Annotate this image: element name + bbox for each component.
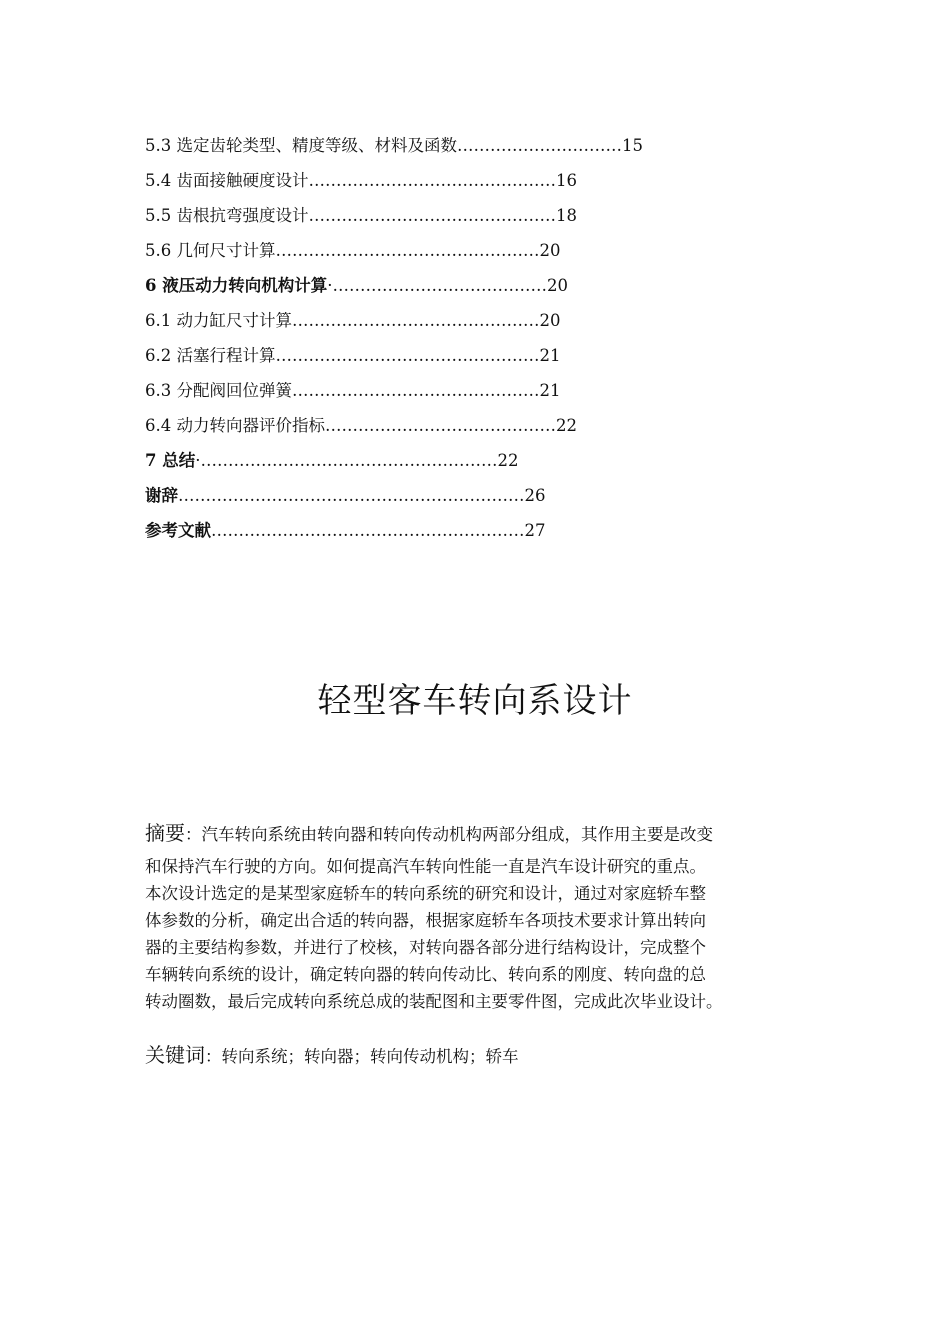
toc-entry-page: 27	[524, 521, 546, 540]
toc-entry	[145, 236, 845, 271]
toc-entry-page: 26	[524, 486, 546, 505]
toc-entry-label: 5.4 齿面接触硬度设计	[145, 171, 309, 190]
toc-entry-label: 参考文献	[145, 521, 211, 540]
toc-entry-label: 6.4 动力转向器评价指标	[145, 416, 325, 435]
abstract-line	[145, 817, 815, 851]
toc-entry-label: 6 液压动力转向机构计算	[145, 276, 328, 295]
toc-entry	[145, 306, 845, 341]
abstract-heading: 摘要	[145, 821, 185, 845]
toc-entry-leader: ………………………………………	[292, 311, 540, 330]
toc-entry-page: 15	[622, 136, 643, 155]
toc-entry-page: 20	[539, 311, 561, 330]
toc-entry	[145, 481, 845, 516]
table-of-contents	[145, 131, 845, 551]
toc-entry-label: 6.3 分配阀回位弹簧	[145, 381, 292, 400]
toc-entry-leader: ………………………………………	[308, 206, 556, 225]
toc-entry-leader: …………………………………………………	[211, 521, 525, 540]
toc-entry-page: 20	[546, 276, 568, 295]
toc-entry-leader: ·…………………………………	[327, 276, 547, 295]
abstract	[145, 817, 815, 1015]
toc-entry	[145, 376, 845, 411]
toc-entry-label: 5.3 选定齿轮类型、精度等级、材料及函数	[145, 136, 457, 155]
toc-entry-page: 20	[539, 241, 561, 260]
toc-entry-leader: ……………………………………	[325, 416, 556, 435]
toc-entry	[145, 271, 845, 306]
toc-entry-leader: ………………………………………	[308, 171, 556, 190]
toc-entry-label: 5.5 齿根抗弯强度设计	[145, 206, 309, 225]
abstract-line: 转动圈数，最后完成转向系统总成的装配图和主要零件图，完成此次毕业设计。	[145, 992, 723, 1011]
abstract-text: ：汽车转向系统由转向器和转向传动机构两部分组成，其作用主要是改变	[185, 825, 713, 844]
toc-entry-page: 18	[556, 206, 577, 225]
abstract-line: 器的主要结构参数，并进行了校核，对转向器各部分进行结构设计，完成整个	[145, 938, 706, 957]
toc-entry-leader: ………………………………………………………	[178, 486, 525, 505]
toc-entry-leader: …………………………………………	[275, 241, 540, 260]
toc-entry-leader: ·………………………………………………	[195, 451, 498, 470]
abstract-line: 车辆转向系统的设计，确定转向器的转向传动比、转向系的刚度、转向盘的总	[145, 965, 706, 984]
keywords-heading: 关键词	[145, 1043, 205, 1067]
toc-entry	[145, 166, 845, 201]
toc-entry-leader: …………………………	[457, 136, 622, 155]
toc-entry	[145, 516, 845, 551]
toc-entry-label: 5.6 几何尺寸计算	[145, 241, 276, 260]
toc-entry-label: 6.2 活塞行程计算	[145, 346, 276, 365]
toc-entry	[145, 411, 845, 446]
toc-entry	[145, 131, 845, 166]
toc-entry	[145, 201, 845, 236]
abstract-line: 本次设计选定的是某型家庭轿车的转向系统的研究和设计，通过对家庭轿车整	[145, 884, 706, 903]
toc-entry	[145, 341, 845, 376]
toc-entry-leader: ………………………………………	[292, 381, 540, 400]
keywords	[145, 1040, 815, 1072]
toc-entry-page: 22	[497, 451, 519, 470]
document-title: 轻型客车转向系设计	[317, 681, 633, 721]
abstract-line: 和保持汽车行驶的方向。如何提高汽车转向性能一直是汽车设计研究的重点。	[145, 857, 706, 876]
toc-entry-leader: …………………………………………	[275, 346, 540, 365]
keywords-text: ：转向系统；转向器；转向传动机构；轿车	[205, 1047, 519, 1066]
toc-entry-page: 21	[539, 381, 561, 400]
toc-entry-label: 6.1 动力缸尺寸计算	[145, 311, 292, 330]
toc-entry-page: 21	[539, 346, 561, 365]
toc-entry-page: 22	[556, 416, 577, 435]
toc-entry-page: 16	[556, 171, 577, 190]
toc-entry-label: 7 总结	[145, 451, 196, 470]
toc-entry-label: 谢辞	[145, 486, 178, 505]
toc-entry	[145, 446, 845, 481]
abstract-line: 体参数的分析，确定出合适的转向器，根据家庭轿车各项技术要求计算出转向	[145, 911, 706, 930]
